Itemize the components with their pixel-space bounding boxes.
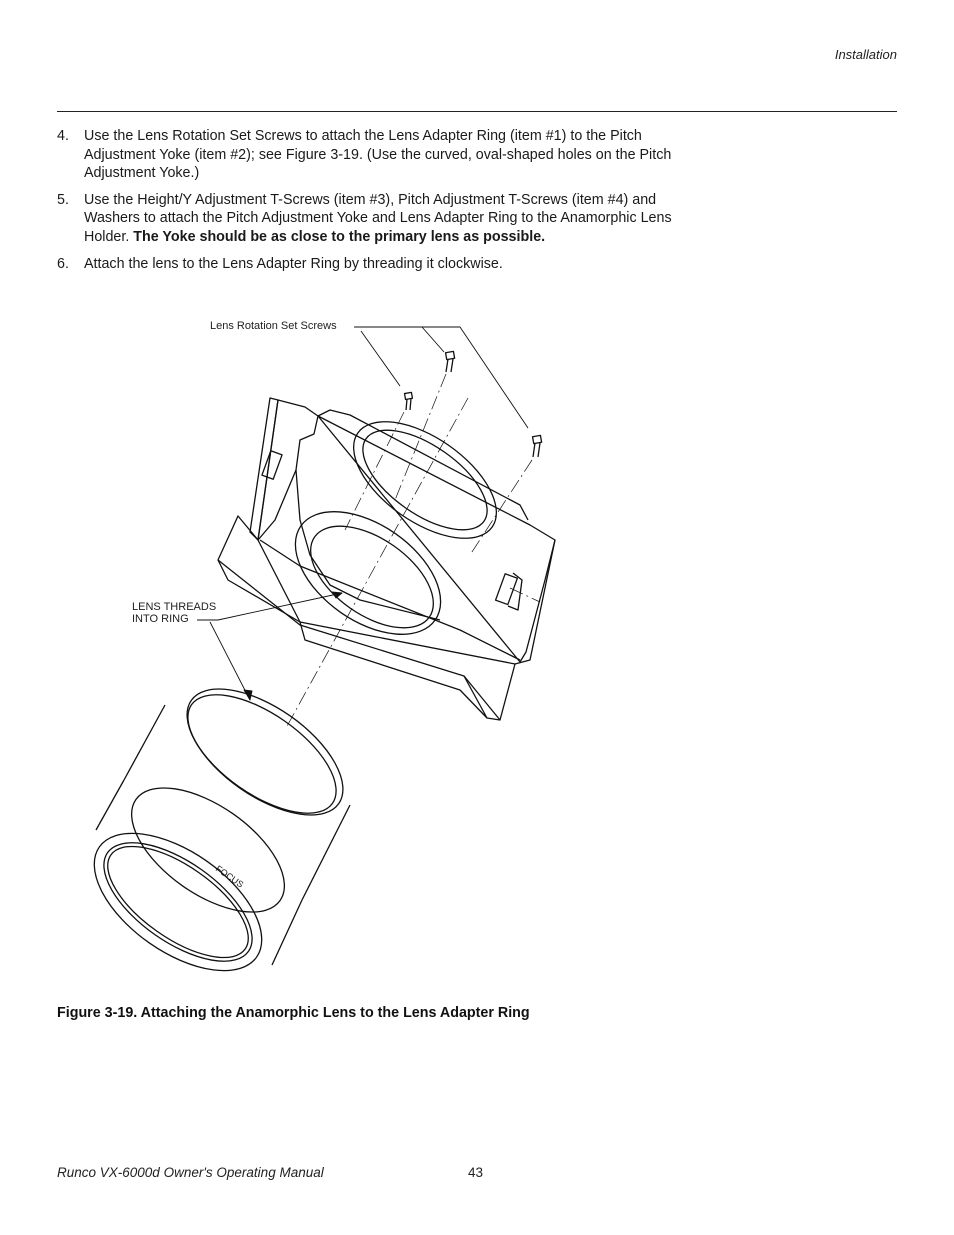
figure-caption: Figure 3-19. Attaching the Anamorphic Lens to the Lens Adapter Ring: [57, 1005, 530, 1021]
screws-leader-lines: [354, 327, 528, 428]
screw-2: [446, 351, 455, 372]
primary-lens: [71, 664, 364, 998]
footer-manual-title: Runco VX-6000d Owner's Operating Manual: [57, 1165, 324, 1180]
step-text-regular: Use the Height/Y Adjustment T-Screws (item #3), Pitch Adjustment T-Screws (item #4) and Washers to attach the Pitch Adjustment Yoke and Lens Adapter Ring to the Anamorphic Lens Holder.: [84, 191, 672, 245]
callout-line: INTO RING: [132, 613, 189, 625]
callout-lens-rotation-set-screws: Lens Rotation Set Screws: [210, 320, 337, 332]
step-text: Attach the lens to the Lens Adapter Ring by threading it clockwise.: [84, 255, 503, 272]
step-text: Use the Lens Rotation Set Screws to attach the Lens Adapter Ring (item #1) to the Pitch Adjustment Yoke (item #2); see Figure 3-19. (Use the curved, oval-shaped holes on the Pitch Adjustment Yoke.): [84, 128, 672, 182]
lens-holder: [218, 398, 555, 720]
step-number: 4.: [57, 128, 69, 144]
footer-page-number: 43: [468, 1165, 484, 1180]
threads-leader-lines: [197, 592, 342, 700]
step-number: 5.: [57, 191, 69, 208]
step-number: 6.: [57, 255, 69, 272]
callout-line: LENS THREADS: [132, 601, 217, 613]
adapter-ring-back: [334, 399, 517, 562]
step-text-emphasis: The Yoke should be as close to the primary lens as possible.: [133, 228, 546, 245]
focus-marking: FOCUS: [213, 863, 246, 890]
running-header: Installation: [834, 47, 897, 62]
screw-1: [405, 392, 413, 410]
screw-3: [533, 435, 542, 457]
callout-lens-threads: [132, 601, 216, 625]
adapter-ring-front: [273, 487, 462, 660]
